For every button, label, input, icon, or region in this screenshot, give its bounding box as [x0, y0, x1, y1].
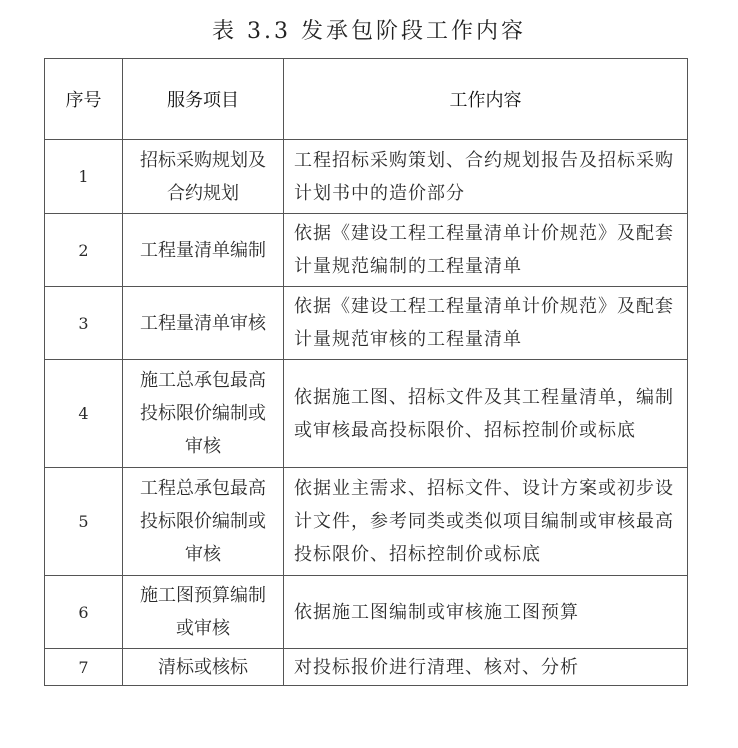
table-caption: 表 3.3 发承包阶段工作内容 [212, 19, 526, 44]
table-row [45, 140, 688, 214]
table-row [45, 649, 688, 686]
header-row [45, 59, 688, 140]
row-no: 5 [45, 468, 123, 576]
row-work-content: 依据施工图编制或审核施工图预算 [284, 576, 688, 649]
table-row [45, 214, 688, 287]
row-no: 6 [45, 576, 123, 649]
row-service-item: 施工图预算编制或审核 [123, 576, 284, 649]
row-no: 7 [45, 649, 123, 686]
row-work-content: 依据施工图、招标文件及其工程量清单，编制或审核最高投标限价、招标控制价或标底 [284, 360, 688, 468]
header-service-item: 服务项目 [123, 59, 284, 140]
row-service-item: 工程量清单编制 [123, 214, 284, 287]
header-no: 序号 [45, 59, 123, 140]
row-no: 3 [45, 287, 123, 360]
row-service-item: 施工总承包最高投标限价编制或审核 [123, 360, 284, 468]
header-work-content: 工作内容 [284, 59, 688, 140]
row-work-content: 依据《建设工程工程量清单计价规范》及配套计量规范审核的工程量清单 [284, 287, 688, 360]
row-service-item: 工程总承包最高投标限价编制或审核 [123, 468, 284, 576]
row-service-item: 工程量清单审核 [123, 287, 284, 360]
row-work-content: 依据《建设工程工程量清单计价规范》及配套计量规范编制的工程量清单 [284, 214, 688, 287]
work-content-table [44, 58, 688, 686]
row-service-item: 清标或核标 [123, 649, 284, 686]
row-work-content: 工程招标采购策划、合约规划报告及招标采购计划书中的造价部分 [284, 140, 688, 214]
row-no: 1 [45, 140, 123, 214]
row-no: 4 [45, 360, 123, 468]
table-row [45, 468, 688, 576]
row-no: 2 [45, 214, 123, 287]
row-work-content: 依据业主需求、招标文件、设计方案或初步设计文件，参考同类或类似项目编制或审核最高投标限价、招标控制价或标底 [284, 468, 688, 576]
table-row [45, 576, 688, 649]
row-service-item: 招标采购规划及合约规划 [123, 140, 284, 214]
table-row [45, 287, 688, 360]
row-work-content: 对投标报价进行清理、核对、分析 [284, 649, 688, 686]
table-row [45, 360, 688, 468]
